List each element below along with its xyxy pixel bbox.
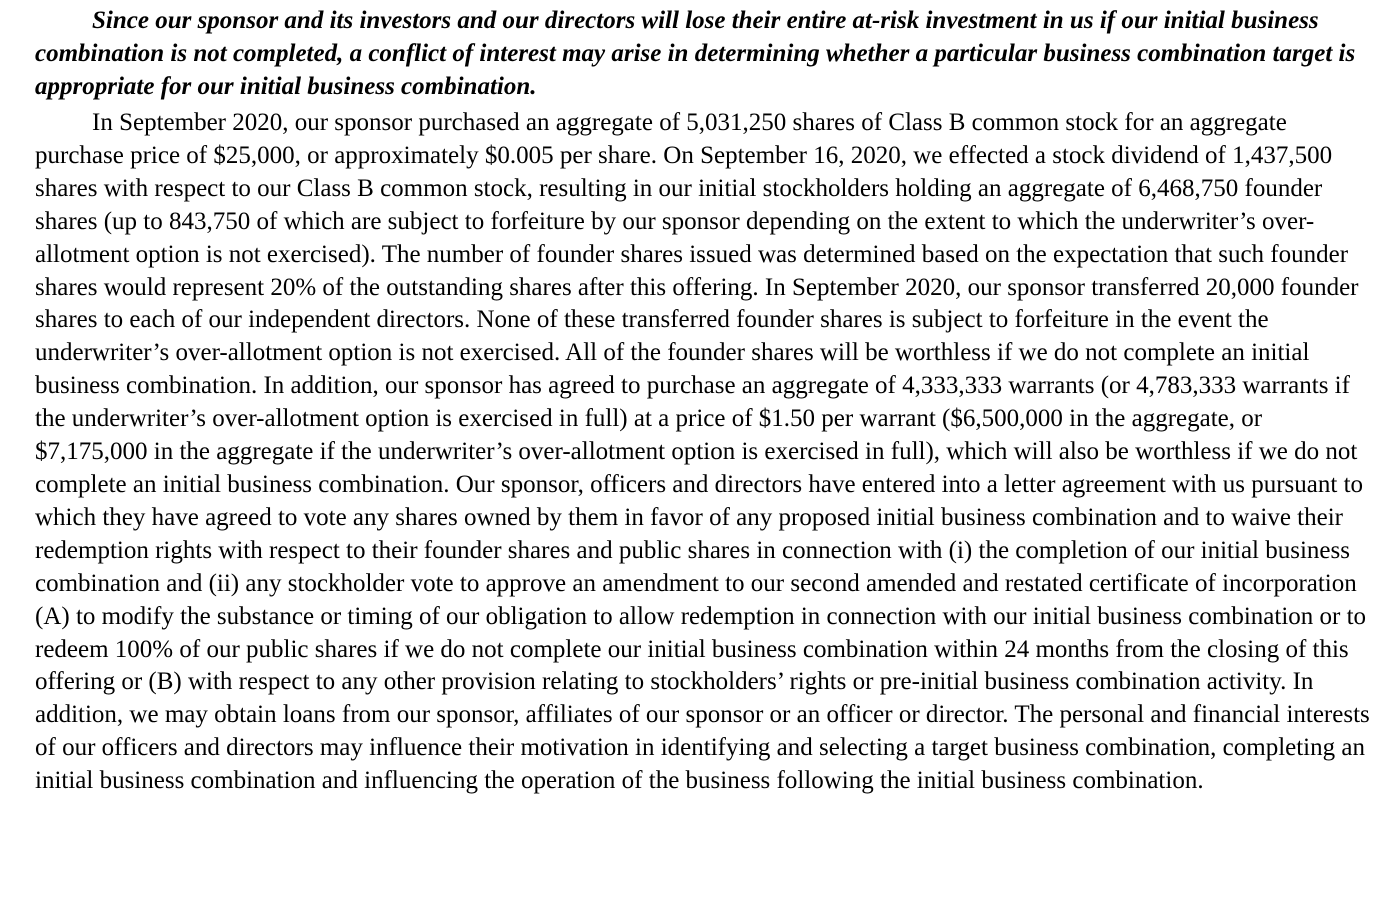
document-page <box>35 4 1370 798</box>
risk-factor-heading: Since our sponsor and its investors and our directors will lose their entire at-risk investment in us if our initial business combination is not completed, a conflict of interest may arise in determining whether a particular business combination target is appropriate for our initial business combination. <box>35 7 1356 100</box>
risk-factor-body-paragraph: In September 2020, our sponsor purchased an aggregate of 5,031,250 shares of Class B common stock for an aggregate purchase price of $25,000, or approximately $0.005 per share. On September 16, 2020, we effected a stock dividend of 1,437,500 shares with respect to our Class B common stock, resulting in our initial stockholders holding an aggregate of 6,468,750 founder shares (up to 843,750 of which are subject to forfeiture by our sponsor depending on the extent to which the underwriter’s over-allotment option is not exercised). The number of founder shares issued was determined based on the expectation that such founder shares would represent 20% of the outstanding shares after this offering. In September 2020, our sponsor transferred 20,000 founder shares to each of our independent directors. None of these transferred founder shares is subject to forfeiture in the event the underwriter’s over-allotment option is not exercised. All of the founder shares will be worthless if we do not complete an initial business combination. In addition, our sponsor has agreed to purchase an aggregate of 4,333,333 warrants (or 4,783,333 warrants if the underwriter’s over-allotment option is exercised in full) at a price of $1.50 per warrant ($6,500,000 in the aggregate, or $7,175,000 in the aggregate if the underwriter’s over-allotment option is exercised in full), which will also be worthless if we do not complete an initial business combination. Our sponsor, officers and directors have entered into a letter agreement with us pursuant to which they have agreed to vote any shares owned by them in favor of any proposed initial business combination and to waive their redemption rights with respect to their founder shares and public shares in connection with (i) the completion of our initial business combination and (ii) any stockholder vote to approve an amendment to our second amended and restated certificate of incorporation (A) to modify the substance or timing of our obligation to allow redemption in connection with our initial business combination or to redeem 100% of our public shares if we do not complete our initial business combination within 24 months from the closing of this offering or (B) with respect to any other provision relating to stockholders’ rights or pre-initial business combination activity. In addition, we may obtain loans from our sponsor, affiliates of our sponsor or an officer or director. The personal and financial interests of our officers and directors may influence their motivation in identifying and selecting a target business combination, completing an initial business combination and influencing the operation of the business following the initial business combination. <box>35 109 1370 795</box>
